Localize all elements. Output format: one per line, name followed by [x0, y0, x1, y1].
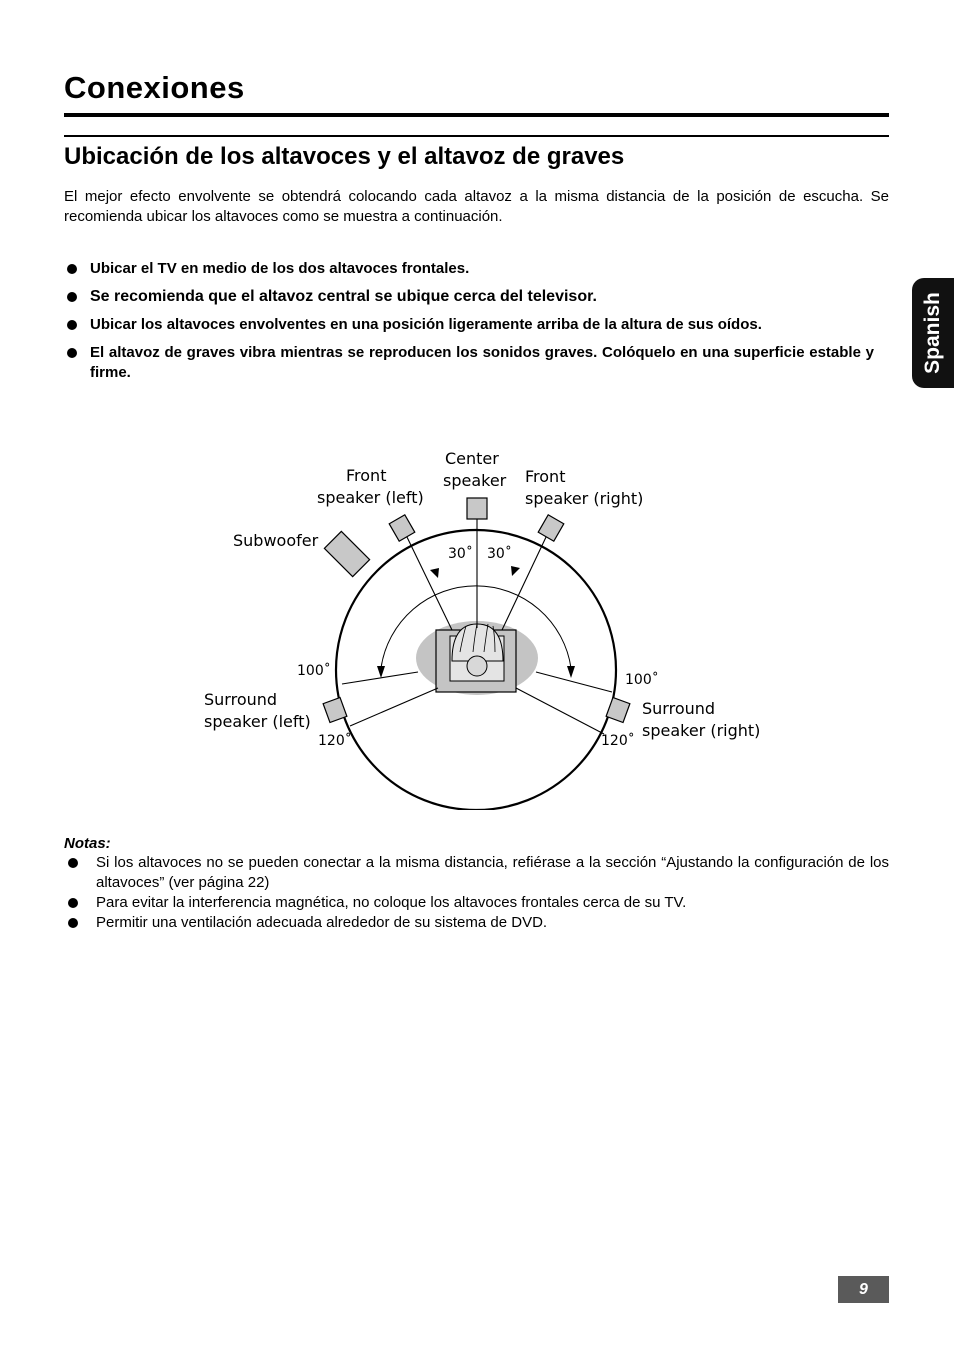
list-item [64, 315, 874, 335]
intro-paragraph: El mejor efecto envolvente se obtendrá colocando cada altavoz a la misma distancia de la posición de escucha. Se recomienda ubicar los altavoces como se muestra a continuación. [64, 188, 889, 225]
surround-right-speaker-icon [606, 698, 630, 723]
angle-label-100-right: 100˚ [625, 672, 659, 688]
surround-left-speaker-icon [323, 698, 347, 723]
center-speaker-icon [467, 498, 487, 519]
bullet-icon [68, 918, 78, 928]
section-heading: Ubicación de los altavoces y el altavoz de graves [64, 143, 625, 170]
bullet-icon [67, 320, 77, 330]
list-item [64, 893, 889, 913]
front-left-direction-line [406, 535, 452, 630]
arc-arrowhead-left [377, 666, 385, 678]
subwoofer-icon [324, 531, 369, 576]
notes-list [64, 853, 889, 933]
center-speaker-label-line2: speaker [443, 471, 507, 490]
front-left-label-line1: Front [346, 466, 387, 485]
front-left-speaker-icon [389, 515, 415, 541]
surround-right-label-line2: speaker (right) [642, 721, 761, 740]
list-item-text: Permitir una ventilación adecuada alrededor de su sistema de DVD. [96, 914, 548, 931]
title-rule-thick [64, 113, 889, 117]
surround-right-100-line [536, 672, 612, 692]
surround-right-label-line1: Surround [642, 699, 716, 718]
list-item [64, 913, 889, 933]
bullet-icon [68, 858, 78, 868]
angle-label-100-left: 100˚ [297, 663, 331, 679]
list-item [64, 853, 889, 893]
language-tab-label: Spanish [921, 292, 944, 374]
list-item [64, 343, 874, 383]
center-speaker-label-line1: Center [445, 449, 499, 468]
list-item [64, 259, 874, 279]
angle-label-120-left: 120˚ [318, 733, 352, 749]
front-right-speaker-icon [538, 515, 564, 541]
front-right-label-line2: speaker (right) [525, 489, 644, 508]
speaker-placement-diagram [190, 440, 770, 810]
list-item-text: Si los altavoces no se pueden conectar a la misma distancia, refiérase a la sección “Ajustando la configuración de los altavoces” (ver página 22) [96, 854, 889, 891]
bullet-icon [67, 264, 77, 274]
list-item-text: El altavoz de graves vibra mientras se reproducen los sonidos graves. Colóquelo en una superficie estable y firme. [90, 344, 874, 381]
title-rule-thin [64, 135, 889, 137]
angle-label-30-right: 30˚ [487, 546, 512, 562]
surround-left-label-line2: speaker (left) [204, 712, 311, 731]
subwoofer-label: Subwoofer [233, 531, 319, 550]
angle-label-120-right: 120˚ [601, 733, 635, 749]
page-title: Conexiones [64, 70, 245, 105]
surround-left-label-line1: Surround [204, 690, 278, 709]
arc-arrowhead-right [567, 666, 575, 678]
arc-arrowhead-top-left [430, 568, 439, 578]
list-item-text: Ubicar el TV en medio de los dos altavoces frontales. [90, 260, 470, 277]
page-number: 9 [838, 1276, 889, 1303]
list-item-text: Para evitar la interferencia magnética, no coloque los altavoces frontales cerca de su TV. [96, 894, 687, 911]
list-item-text: Se recomienda que el altavoz central se ubique cerca del televisor. [90, 288, 597, 305]
angle-label-30-left: 30˚ [448, 546, 473, 562]
language-tab [912, 278, 954, 388]
surround-right-120-line [516, 688, 604, 734]
list-item-text: Ubicar los altavoces envolventes en una posición ligeramente arriba de la altura de sus oídos. [90, 316, 762, 333]
armchair-icon [436, 624, 516, 692]
placement-tips-list [64, 259, 874, 391]
arc-arrowhead-top-right [511, 566, 520, 576]
bullet-icon [67, 348, 77, 358]
list-item [64, 287, 874, 307]
bullet-icon [68, 898, 78, 908]
bullet-icon [67, 292, 77, 302]
notes-title: Notas: [64, 835, 111, 852]
front-left-label-line2: speaker (left) [317, 488, 424, 507]
surround-left-120-line [350, 688, 438, 726]
front-right-label-line1: Front [525, 467, 566, 486]
